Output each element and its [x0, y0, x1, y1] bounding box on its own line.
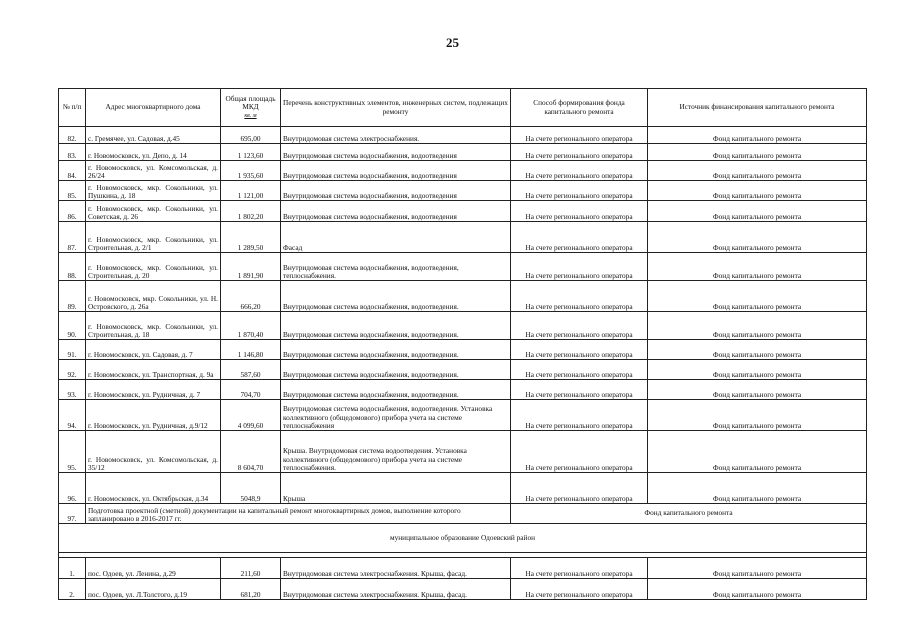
table-row [59, 222, 867, 253]
row-number: 89. [59, 281, 86, 312]
header-area-label: Общая площадь МКД [225, 94, 276, 112]
row-number: 2. [59, 579, 86, 600]
row-works: Фасад [281, 222, 511, 253]
row-area: 8 604,70 [221, 431, 281, 473]
row-source: Фонд капитального ремонта [648, 473, 867, 504]
row97-num: 97. [59, 504, 86, 524]
row-number: 85. [59, 181, 86, 201]
header-num: № п/п [59, 89, 86, 127]
row-works: Внутридомовая система водоснабжения, водоотведения. Установка коллективного (общедомового) прибора учета на системе теплоснабжения [281, 400, 511, 431]
header-area-unit: кв. м [244, 112, 257, 119]
row-method: На счете регионального оператора [511, 473, 648, 504]
row-area: 5048,9 [221, 473, 281, 504]
row-method: На счете регионального оператора [511, 400, 648, 431]
row-source: Фонд капитального ремонта [648, 312, 867, 340]
row-address: с. Гремячее, ул. Садовая, д.45 [86, 127, 221, 144]
table-row [59, 181, 867, 201]
row-area: 704,70 [221, 380, 281, 400]
row-address: г. Новомосковск, ул. Транспортная, д. 9а [86, 360, 221, 380]
row-number: 96. [59, 473, 86, 504]
row-source: Фонд капитального ремонта [648, 127, 867, 144]
header-area [221, 89, 281, 127]
row97-source: Фонд капитального ремонта [511, 504, 867, 524]
row-address: г. Новомосковск, мкр. Сокольники, ул. Строительная, д. 20 [86, 253, 221, 281]
row-method: На счете регионального оператора [511, 144, 648, 161]
row-works: Внутридомовая система водоснабжения, водоотведения. [281, 340, 511, 360]
row-method: На счете регионального оператора [511, 360, 648, 380]
row-method: На счете регионального оператора [511, 281, 648, 312]
table-row [59, 360, 867, 380]
table-row [59, 380, 867, 400]
row-source: Фонд капитального ремонта [648, 144, 867, 161]
row-method: На счете регионального оператора [511, 558, 648, 579]
row-number: 95. [59, 431, 86, 473]
row-area: 1 935,60 [221, 161, 281, 181]
row-works: Внутридомовая система водоснабжения, водоотведения [281, 161, 511, 181]
table-row [59, 253, 867, 281]
row-area: 587,60 [221, 360, 281, 380]
table-row [59, 558, 867, 579]
section-row [59, 524, 867, 553]
row-works: Крыша. Внутридомовая система водоотведения. Установка коллективного (общедомового) прибора учета на системе теплоснабжения. [281, 431, 511, 473]
row-area: 1 146,80 [221, 340, 281, 360]
row-works: Внутридомовая система водоснабжения, водоотведения, теплоснабжения. [281, 253, 511, 281]
row-area: 666,20 [221, 281, 281, 312]
row-method: На счете регионального оператора [511, 161, 648, 181]
row-source: Фонд капитального ремонта [648, 222, 867, 253]
row-address: г. Новомосковск, мкр. Сокольники, ул. Строительная, д. 2/1 [86, 222, 221, 253]
row-number: 94. [59, 400, 86, 431]
row-number: 84. [59, 161, 86, 181]
table-row [59, 473, 867, 504]
table-row [59, 431, 867, 473]
table-row [59, 400, 867, 431]
table-row-97 [59, 504, 867, 524]
row-source: Фонд капитального ремонта [648, 360, 867, 380]
row-source: Фонд капитального ремонта [648, 579, 867, 600]
table-row [59, 144, 867, 161]
table-row [59, 579, 867, 600]
row-address: г. Новомосковск, ул. Комсомольская, д. 26/24 [86, 161, 221, 181]
row-number: 1. [59, 558, 86, 579]
repair-program-table [58, 88, 867, 600]
row-source: Фонд капитального ремонта [648, 400, 867, 431]
row-source: Фонд капитального ремонта [648, 161, 867, 181]
row-works: Внутридомовая система электроснабжения. [281, 127, 511, 144]
row-number: 83. [59, 144, 86, 161]
row-address: г. Новомосковск, ул. Рудничная, д.9/12 [86, 400, 221, 431]
row-works: Внутридомовая система электроснабжения. Крыша, фасад. [281, 558, 511, 579]
header-method: Способ формирования фонда капитального ремонта [511, 89, 648, 127]
row-area: 695,00 [221, 127, 281, 144]
row-address: г. Новомосковск, ул. Рудничная, д. 7 [86, 380, 221, 400]
row-method: На счете регионального оператора [511, 201, 648, 222]
row-method: На счете регионального оператора [511, 579, 648, 600]
row-area: 681,20 [221, 579, 281, 600]
row-method: На счете регионального оператора [511, 380, 648, 400]
row-method: На счете регионального оператора [511, 253, 648, 281]
row-area: 1 891,90 [221, 253, 281, 281]
row-number: 91. [59, 340, 86, 360]
row-address: г. Новомосковск, ул. Садовая, д. 7 [86, 340, 221, 360]
row-address: г. Новомосковск, мкр. Сокольники, ул. Пушкина, д. 18 [86, 181, 221, 201]
row-source: Фонд капитального ремонта [648, 431, 867, 473]
row-method: На счете регионального оператора [511, 312, 648, 340]
row-source: Фонд капитального ремонта [648, 281, 867, 312]
row-area: 1 802,20 [221, 201, 281, 222]
page-number: 25 [446, 35, 459, 50]
row-address: г. Новомосковск, мкр. Сокольники, ул. Советская, д. 26 [86, 201, 221, 222]
row-method: На счете регионального оператора [511, 431, 648, 473]
header-source: Источник финансирования капитального ремонта [648, 89, 867, 127]
row-works: Внутридомовая система водоснабжения, водоотведения [281, 201, 511, 222]
row-source: Фонд капитального ремонта [648, 558, 867, 579]
row-number: 93. [59, 380, 86, 400]
row-source: Фонд капитального ремонта [648, 253, 867, 281]
row-source: Фонд капитального ремонта [648, 340, 867, 360]
row-works: Внутридомовая система водоснабжения, водоотведения. [281, 312, 511, 340]
row-address: г. Новомосковск, ул. Комсомольская, д. 35/12 [86, 431, 221, 473]
row-number: 86. [59, 201, 86, 222]
row97-text: Подготовка проектной (сметной) документации на капитальный ремонт многоквартирных домов, выполнение которого запланировано в 2016-2017 гг. [86, 504, 511, 524]
row-works: Внутридомовая система водоснабжения, водоотведения. [281, 281, 511, 312]
row-area: 1 123,60 [221, 144, 281, 161]
table-header-row [59, 89, 867, 127]
row-works: Внутридомовая система водоснабжения, водоотведения [281, 181, 511, 201]
header-works: Перечень конструктивных элементов, инженерных систем, подлежащих ремонту [281, 89, 511, 127]
section-title: муниципальное образование Одоевский район [59, 524, 867, 553]
row-address: г. Новомосковск, ул. Октябрьская, д.34 [86, 473, 221, 504]
row-number: 82. [59, 127, 86, 144]
row-works: Внутридомовая система водоснабжения, водоотведения [281, 144, 511, 161]
row-address: пос. Одоев, ул. Л.Толстого, д.19 [86, 579, 221, 600]
row-address: г. Новомосковск, мкр. Сокольники, ул. Н. Островского, д. 26а [86, 281, 221, 312]
row-number: 92. [59, 360, 86, 380]
table-row [59, 201, 867, 222]
table-row [59, 281, 867, 312]
row-works: Внутридомовая система водоснабжения, водоотведения. [281, 380, 511, 400]
row-source: Фонд капитального ремонта [648, 181, 867, 201]
row-number: 90. [59, 312, 86, 340]
row-area: 211,60 [221, 558, 281, 579]
table-row [59, 340, 867, 360]
row-number: 87. [59, 222, 86, 253]
header-address: Адрес многоквартирного дома [86, 89, 221, 127]
row-works: Внутридомовая система электроснабжения. Крыша, фасад. [281, 579, 511, 600]
table-row [59, 161, 867, 181]
row-area: 1 289,50 [221, 222, 281, 253]
row-method: На счете регионального оператора [511, 181, 648, 201]
table-row [59, 312, 867, 340]
row-method: На счете регионального оператора [511, 340, 648, 360]
row-method: На счете регионального оператора [511, 127, 648, 144]
row-number: 88. [59, 253, 86, 281]
row-address: г. Новомосковск, мкр. Сокольники, ул. Строительная, д. 18 [86, 312, 221, 340]
row-source: Фонд капитального ремонта [648, 201, 867, 222]
row-works: Крыша [281, 473, 511, 504]
row-source: Фонд капитального ремонта [648, 380, 867, 400]
row-method: На счете регионального оператора [511, 222, 648, 253]
row-address: пос. Одоев, ул. Ленина, д.29 [86, 558, 221, 579]
row-address: г. Новомосковск, ул. Депо, д. 14 [86, 144, 221, 161]
row-area: 1 870,40 [221, 312, 281, 340]
row-area: 1 121,00 [221, 181, 281, 201]
row-area: 4 099,60 [221, 400, 281, 431]
row-works: Внутридомовая система водоснабжения, водоотведения. [281, 360, 511, 380]
table-row [59, 127, 867, 144]
